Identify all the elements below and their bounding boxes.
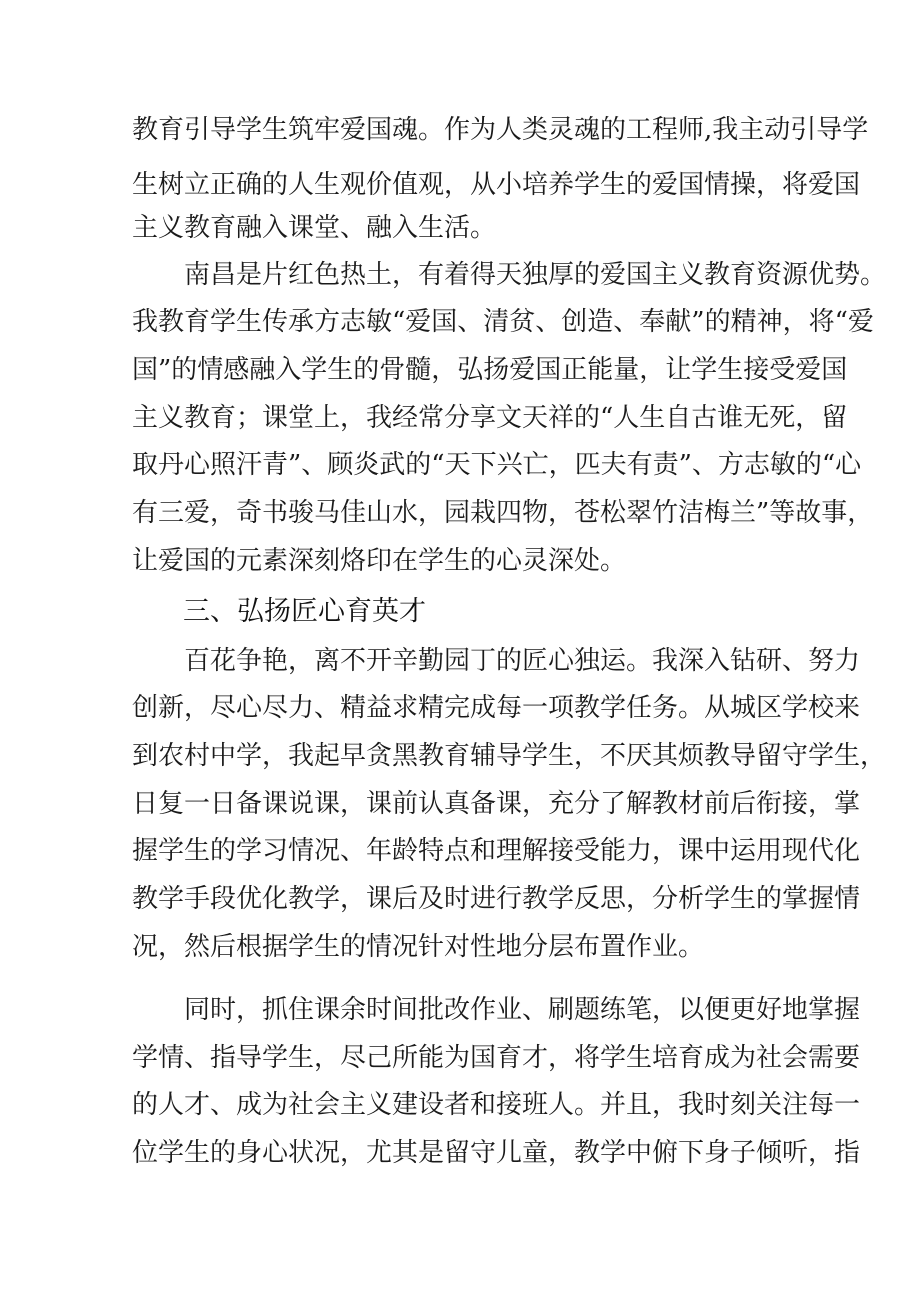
text-line: 百花争艳，离不开辛勤园丁的匠心独运。我深入钻研、努力 xyxy=(184,646,861,676)
text-line: 况，然后根据学生的情况针对性地分层布置作业。 xyxy=(132,932,705,962)
text-line: 主义教育融入课堂、融入生活。 xyxy=(132,213,497,243)
text-line: 取丹心照汗青”、顾炎武的“天下兴亡，匹夫有责”、方志敏的“心 xyxy=(132,450,862,480)
text-line: 的人才、成为社会主义建设者和接班人。并且，我时刻关注每一 xyxy=(132,1090,861,1120)
text-line: 教育引导学生筑牢爱国魂。作为人类灵魂的工程师,我主动引导学 xyxy=(132,115,869,145)
text-line: 有三爱，奇书骏马佳山水，园栽四物，苍松翠竹洁梅兰”等故事， xyxy=(132,498,874,528)
text-line: 同时，抓住课余时间批改作业、刷题练笔，以便更好地掌握 xyxy=(184,995,861,1025)
text-line: 我教育学生传承方志敏“爱国、清贫、创造、奉献”的精神，将“爱 xyxy=(132,307,874,337)
section-heading: 三、弘扬匠心育英才 xyxy=(183,596,426,627)
text-line: 位学生的身心状况，尤其是留守儿童，教学中俯下身子倾听，指 xyxy=(132,1138,861,1168)
text-line: 握学生的学习情况、年龄特点和理解接受能力，课中运用现代化 xyxy=(132,836,861,866)
text-line: 日复一日备课说课，课前认真备课，充分了解教材前后衔接，掌 xyxy=(132,789,861,819)
text-line: 国”的情感融入学生的骨髓，弘扬爱国正能量，让学生接受爱国 xyxy=(132,355,848,385)
text-line: 让爱国的元素深刻烙印在学生的心灵深处。 xyxy=(132,546,627,576)
text-line: 教学手段优化教学，课后及时进行教学反思，分析学生的掌握情 xyxy=(132,884,861,914)
text-line: 到农村中学，我起早贪黑教育辅导学生，不厌其烦教导留守学生， xyxy=(132,741,887,771)
text-line: 学情、指导学生，尽己所能为国育才，将学生培育成为社会需要 xyxy=(132,1043,861,1073)
text-line: 生树立正确的人生观价值观，从小培养学生的爱国情操，将爱国 xyxy=(132,170,861,200)
text-line: 主义教育；课堂上，我经常分享文天祥的“人生自古谁无死，留 xyxy=(132,403,848,433)
text-line: 南昌是片红色热土，有着得天独厚的爱国主义教育资源优势。 xyxy=(184,260,887,290)
text-line: 创新，尽心尽力、精益求精完成每一项教学任务。从城区学校来 xyxy=(132,693,861,723)
